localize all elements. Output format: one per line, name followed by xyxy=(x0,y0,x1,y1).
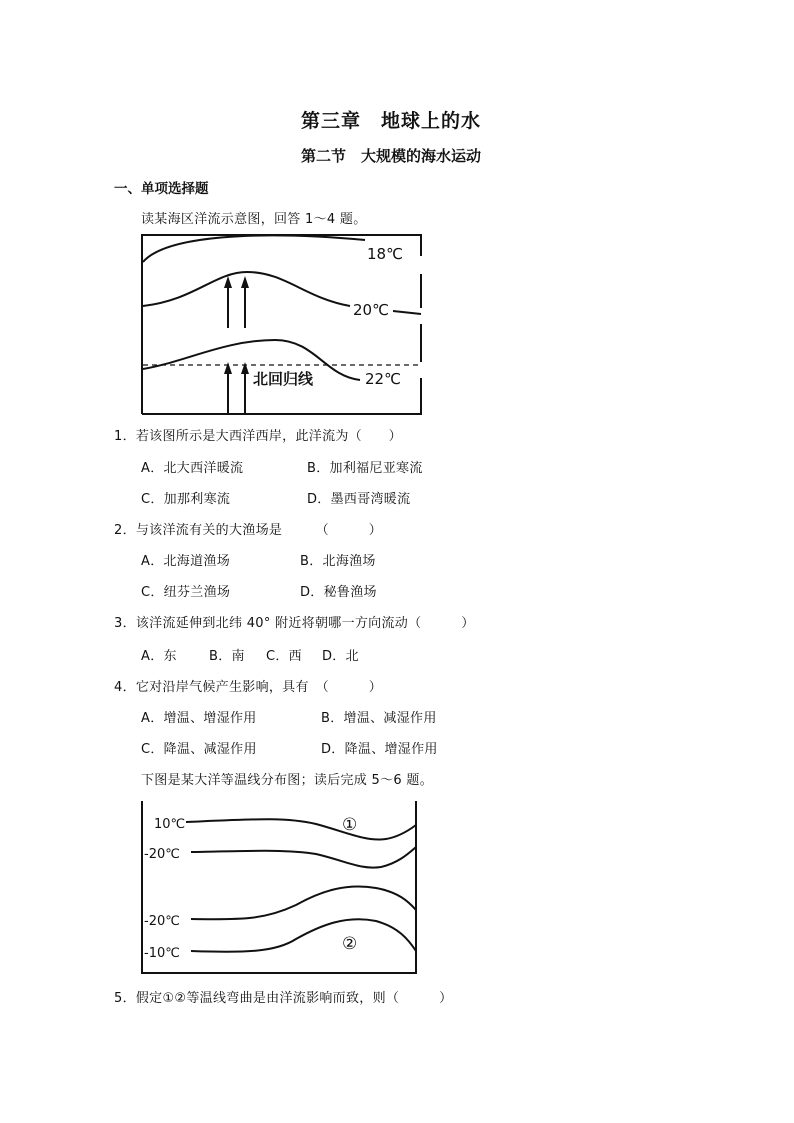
q3-option-c: C．西 xyxy=(266,649,302,664)
q4-option-b: B．增温、减湿作用 xyxy=(321,711,437,726)
isotherm-22 xyxy=(143,340,360,380)
label-18c: 18℃ xyxy=(367,245,403,263)
intro-figure2: 下图是某大洋等温线分布图；读后完成 5～6 题。 xyxy=(141,773,434,788)
ocean-current-figure xyxy=(135,228,435,418)
q1-option-d: D．墨西哥湾暖流 xyxy=(307,492,411,507)
q3-option-a: A．东 xyxy=(141,649,177,664)
part-heading: 一、单项选择题 xyxy=(114,181,209,197)
chapter-title: 第三章 地球上的水 xyxy=(301,110,482,132)
q1-option-a: A．北大西洋暖流 xyxy=(141,461,244,476)
question-2-stem: 2．与该洋流有关的大渔场是 （ ） xyxy=(114,523,383,538)
label-20c-top: -20℃ xyxy=(144,847,180,862)
q2-option-c: C．纽芬兰渔场 xyxy=(141,585,231,600)
q4-option-d: D．降温、增湿作用 xyxy=(321,742,438,757)
question-4-stem: 4．它对沿岸气候产生影响，具有 （ ） xyxy=(114,680,383,695)
q3-option-b: B．南 xyxy=(209,649,245,664)
q3-option-d: D．北 xyxy=(322,649,359,664)
q1-option-c: C．加那利寒流 xyxy=(141,492,231,507)
isotherm-20 xyxy=(143,272,350,306)
q4-option-c: C．降温、减湿作用 xyxy=(141,742,257,757)
q4-option-a: A．增温、增湿作用 xyxy=(141,711,257,726)
intro-figure1: 读某海区洋流示意图，回答 1～4 题。 xyxy=(141,212,367,227)
q2-option-d: D．秘鲁渔场 xyxy=(300,585,377,600)
label-10c-top: 10℃ xyxy=(154,817,186,832)
label-20c: 20℃ xyxy=(353,301,389,319)
marker-1: ① xyxy=(342,815,358,835)
section-title: 第二节 大规模的海水运动 xyxy=(301,147,482,165)
q2-option-b: B．北海渔场 xyxy=(300,554,376,569)
question-3-stem: 3．该洋流延伸到北纬 40° 附近将朝哪一方向流动（ ） xyxy=(114,616,475,631)
question-5-stem: 5．假定①②等温线弯曲是由洋流影响而致，则（ ） xyxy=(114,991,453,1006)
isotherm-18 xyxy=(143,235,365,262)
isotherm-figure xyxy=(136,797,426,979)
label-10c-bottom: -10℃ xyxy=(144,946,180,961)
isotherm-20-bottom xyxy=(191,887,416,920)
label-tropic: 北回归线 xyxy=(253,370,314,388)
marker-2: ② xyxy=(342,934,358,954)
q2-option-a: A．北海道渔场 xyxy=(141,554,230,569)
label-20c-bottom: -20℃ xyxy=(144,914,180,929)
isotherm-10-top xyxy=(186,819,416,839)
isotherm-20-top xyxy=(191,847,416,868)
question-1-stem: 1．若该图所示是大西洋西岸，此洋流为（ ） xyxy=(114,429,402,444)
label-22c: 22℃ xyxy=(365,370,401,388)
q1-option-b: B．加利福尼亚寒流 xyxy=(307,461,423,476)
isotherm-10-bottom xyxy=(191,919,416,952)
